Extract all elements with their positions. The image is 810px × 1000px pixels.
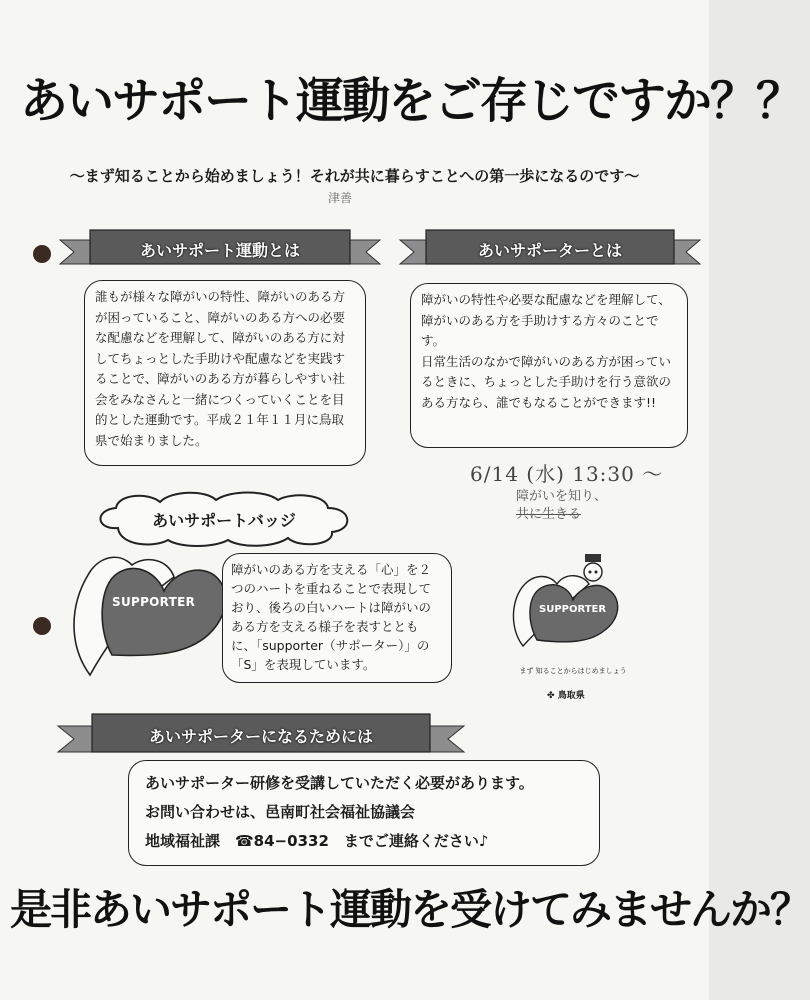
about-supporter-text-1: 障がいの特性や必要な配慮などを理解して、障がいのある方を手助けする方々のことです。 — [421, 292, 671, 348]
badge-description-box — [222, 553, 452, 683]
badge-heart-label: SUPPORTER — [112, 595, 196, 609]
ribbon-heading-about-supporter — [400, 228, 700, 270]
closing-title: 是非あいサポート運動を受けてみませんか？ — [10, 885, 810, 934]
badge-cloud-heading — [88, 488, 360, 550]
how-to-become-line2: お問い合わせは、邑南町社会福祉協議会 — [145, 803, 416, 821]
how-to-become-line1: あいサポーター研修を受講していただく必要があります。 — [145, 774, 534, 792]
ribbon-heading-about-movement — [60, 228, 380, 270]
punch-hole-top — [33, 245, 51, 263]
handwritten-note-line2: 共に生きる — [516, 507, 582, 522]
ai-support-logo — [505, 550, 635, 720]
logo-heart-label: SUPPORTER — [539, 604, 607, 615]
ribbon-heading-how-to-become — [58, 712, 464, 758]
section-heading: あいサポーターとは — [477, 240, 622, 260]
section-heading: あいサポート運動とは — [139, 240, 300, 260]
supporter-badge-illustration — [68, 545, 238, 685]
how-to-become-line3: 地域福祉課 ☎84−0332 までご連絡ください♪ — [145, 832, 489, 850]
logo-org-label: 鳥取県 — [557, 691, 585, 701]
about-movement-text: 誰もが様々な障がいの特性、障がいのある方が困っていること、障がいのある方への必要な配慮などを理解して、障がいのある方に対してちょっとした手助けや配慮などを実践することで、障がいのある方が暮らしやすい社会をみなさんと一緒につくっていくことを目的とした運動です。平成２１年１１月に鳥取県で始まりました。 — [95, 289, 346, 448]
handwritten-date: 6/14 (水) 13:30 〜 — [470, 462, 664, 486]
badge-heading: あいサポートバッジ — [152, 511, 296, 530]
handwritten-note — [488, 488, 628, 524]
about-supporter-text-2: 日常生活のなかで障がいのある方が困っているときに、ちょっとした手助けを行う意欲のある方なら、誰でもなることができます!! — [421, 353, 672, 410]
badge-description: 障がいのある方を支える「心」を２つのハートを重ねることで表現しており、後ろの白いハートは障がいのある方を支える様子を表すとともに、「supporter（サポーター）」の「S」を表現しています。 — [231, 562, 432, 672]
heart-badge-icon — [68, 545, 238, 685]
how-to-become-box — [128, 760, 600, 866]
about-movement-box — [84, 280, 366, 466]
handwritten-note-line1: 障がいを知り、 — [516, 489, 608, 504]
punch-hole-bottom — [33, 617, 51, 635]
page-subtitle: ～まず知ることから始めましょう！それが共に暮らすことへの第一歩になるのです～ — [69, 167, 640, 185]
page-title: あいサポート運動をご存じですか？？ — [20, 73, 803, 129]
handwritten-stamp: 津善 — [328, 191, 353, 205]
section-heading: あいサポーターになるためには — [148, 726, 373, 746]
about-supporter-box — [410, 283, 688, 448]
logo-org — [547, 688, 585, 701]
prefecture-emblem-icon: ✤ — [547, 691, 555, 701]
logo-caption: まず 知ることからはじめましょう — [519, 667, 627, 675]
